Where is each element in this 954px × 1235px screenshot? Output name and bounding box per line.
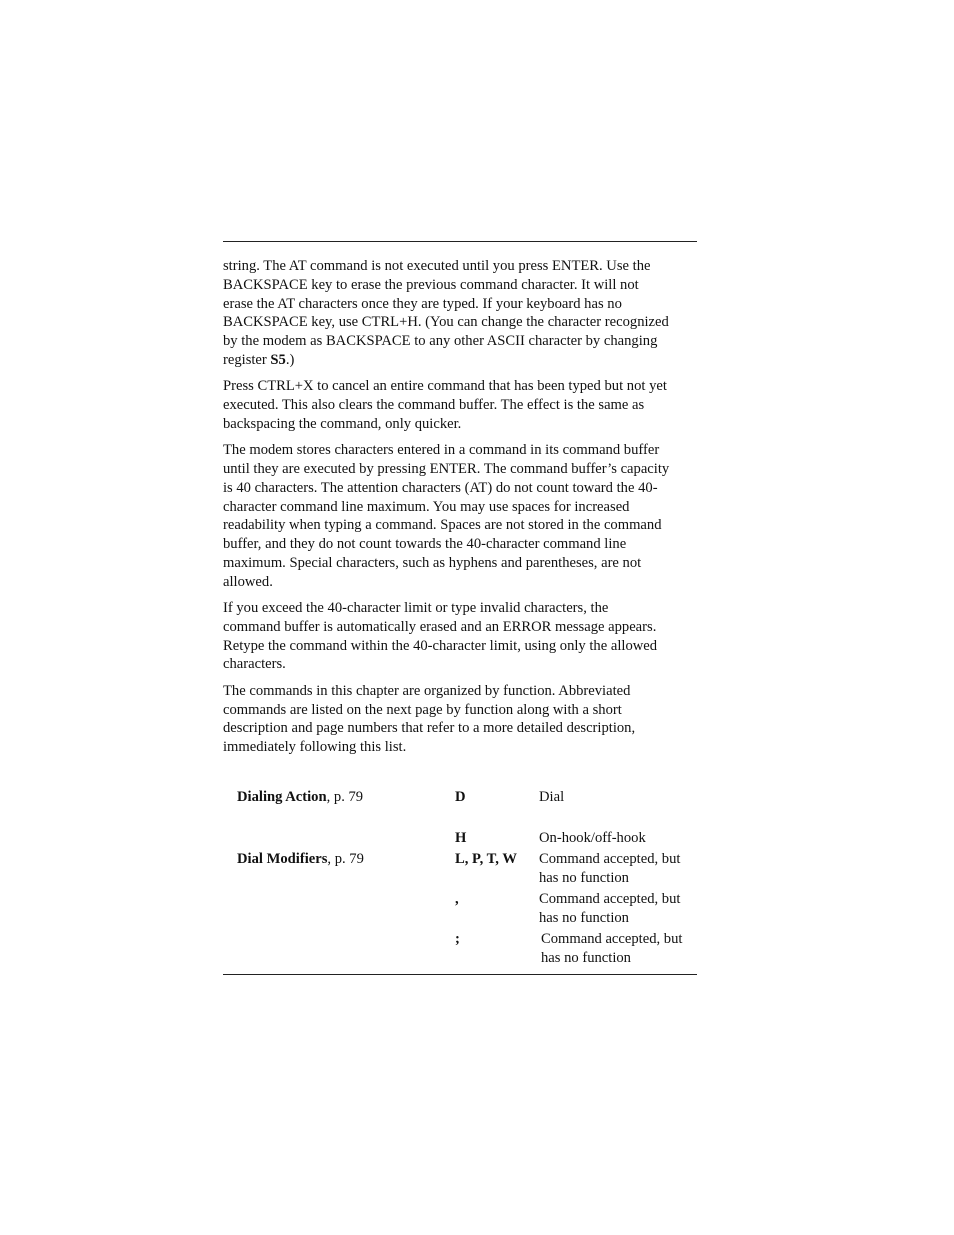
- paragraph-text: The commands in this chapter are organized by function. Abbreviated commands are listed on the next page by function along with a short description and page numbers that refer to a more detailed description, immediately following this list.: [223, 682, 636, 756]
- command-code: ,: [455, 891, 459, 907]
- category-page: , p. 79: [327, 851, 364, 867]
- paragraph: [223, 257, 703, 370]
- command-description: On-hook/off-hook: [539, 830, 646, 846]
- paragraph-text: Press CTRL+X to cancel an entire command that has been typed but not yet executed. This also clears the command buffer. The effect is the same as backspacing the command, only quicker.: [223, 378, 667, 432]
- command-description: Command accepted, but has no function: [539, 851, 681, 886]
- category-page: , p. 79: [326, 789, 364, 805]
- paragraph-text: The modem stores characters entered in a command in its command buffer until they are executed by pressing ENTER. The command buffer’s capacity is 40 characters. The attention characters (AT) do not count toward the 40- character command line maximum. You may use spaces for increased readability when typing a command. Spaces are not stored in the command buffer, and they do not count towards the 40-character command line maximum. Special characters, such as hyphens and parentheses, are not allowed.: [223, 442, 670, 590]
- command-code: H: [455, 830, 467, 846]
- category-name: Dialing Action: [237, 789, 327, 805]
- paragraph: [223, 377, 703, 433]
- command-code: ;: [455, 931, 460, 947]
- paragraph: [223, 599, 703, 674]
- command-code: D: [455, 789, 466, 805]
- register-name: S5: [270, 351, 286, 368]
- paragraph-text: .): [285, 351, 295, 368]
- paragraph-text: string. The AT command is not executed until you press ENTER. Use the BACKSPACE key to erase the previous command character. It will not erase the AT characters once they are typed. If your keyboard has no BACKSPACE key, use CTRL+H. (You can change the character recognized by the modem as BACKSPACE to any other ASCII character by changing register: [223, 258, 669, 368]
- bottom-rule: [223, 974, 697, 975]
- top-rule: [223, 241, 697, 242]
- command-description: Command accepted, but has no function: [539, 891, 681, 926]
- category-dial-modifiers: [237, 850, 364, 869]
- body-text: [223, 257, 703, 764]
- command-description: Dial: [539, 789, 565, 805]
- command-code: L, P, T, W: [455, 851, 517, 867]
- category-name: Dial Modifiers: [237, 851, 328, 867]
- command-description: Command accepted, but has no function: [541, 931, 683, 966]
- paragraph: [223, 441, 703, 591]
- category-dialing-action: [237, 788, 363, 807]
- paragraph-text: If you exceed the 40-character limit or type invalid characters, the command buffer is automatically erased and an ERROR message appears. Retype the command within the 40-character limit, using only the allowed characters.: [223, 600, 658, 673]
- paragraph: [223, 682, 703, 757]
